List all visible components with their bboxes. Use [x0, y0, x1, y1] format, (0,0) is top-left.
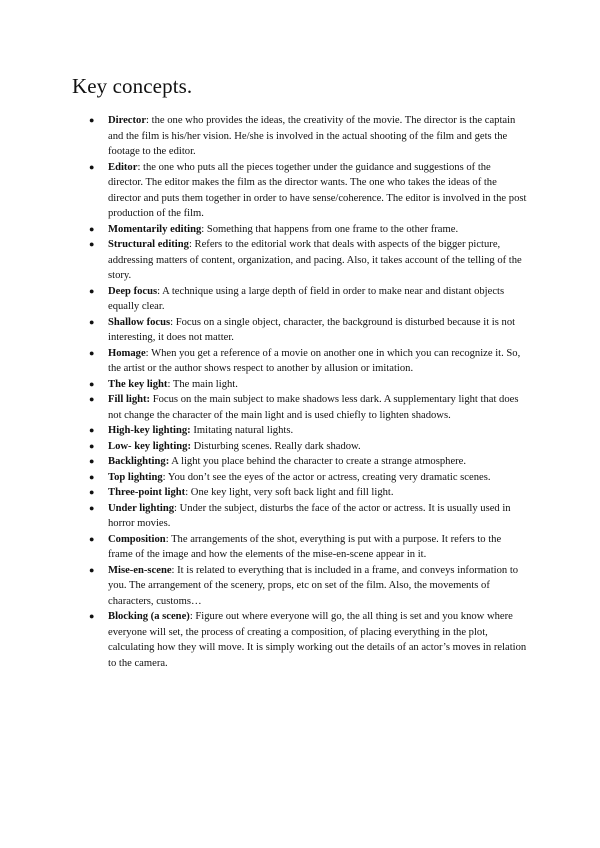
concept-item [89, 113, 528, 160]
concept-item [89, 532, 528, 563]
concept-item [89, 609, 528, 671]
bullet-icon: ● [89, 611, 95, 621]
concept-definition: : When you get a reference of a movie on another one in which you can recognize it. So, the artist or the author shows respect to another by allusion or imitation. [108, 347, 521, 374]
bullet-icon: ● [89, 394, 95, 404]
bullet-icon: ● [89, 285, 95, 296]
concept-item [89, 346, 528, 377]
concept-item [89, 284, 528, 315]
concept-list [89, 113, 528, 671]
concept-definition: : the one who puts all the pieces together under the guidance and suggestions of the director. The editor makes the film as the director wants. The one who takes the ideas of the director and puts them together in order to have sense/coherence. The editor is involved in the post production of the film. [108, 161, 527, 219]
concept-item [89, 470, 528, 486]
concept-term: Momentarily editing [108, 223, 202, 235]
concept-term: Director [108, 115, 147, 126]
concept-definition: : Refers to the editorial work that deals with aspects of the bigger picture, addressing matters of content, organization, and pacing. Also, it takes account of the telling of the story. [108, 239, 522, 281]
concept-definition: : Focus on a single object, character, the background is disturbed because it is not interesting, it does not matter. [108, 316, 516, 343]
concept-term: Low- key lighting: [108, 440, 191, 452]
bullet-icon: ● [89, 316, 95, 327]
concept-definition: Imitating natural lights. [190, 425, 294, 436]
concept-term: Shallow focus [108, 316, 171, 328]
concept-definition: Focus on the main subject to make shadows less dark. A supplementary light that does not change the character of the main light and is used chiefly to lighten shadows. [108, 394, 519, 421]
bullet-icon: ● [89, 487, 95, 497]
concept-definition: : The arrangements of the shot, everything is put with a purpose. It refers to the frame of the image and how the elements of the mise-en-scene appear in it. [108, 533, 502, 560]
concept-definition: Disturbing scenes. Really dark shadow. [191, 440, 361, 452]
concept-item [89, 237, 528, 284]
concept-item [89, 485, 528, 501]
concept-item [89, 439, 528, 455]
concept-item [89, 377, 528, 393]
concept-term: Three-point light [108, 487, 186, 498]
concept-term: Top lighting [108, 471, 163, 483]
concept-term: Homage [108, 347, 146, 359]
concept-item [89, 501, 528, 532]
bullet-icon: ● [89, 378, 95, 389]
bullet-icon: ● [89, 564, 95, 575]
concept-term: Fill light: [108, 394, 151, 405]
bullet-icon: ● [89, 425, 95, 435]
bullet-icon: ● [89, 347, 95, 358]
concept-definition: A light you place behind the character to create a strange atmosphere. [169, 456, 467, 467]
concept-term: Deep focus [108, 285, 158, 297]
concept-definition: : A technique using a large depth of field in order to make near and distant objects equally clear. [108, 285, 505, 312]
concept-item [89, 563, 528, 610]
concept-term: Blocking (a scene) [108, 611, 190, 622]
bullet-icon: ● [89, 471, 95, 482]
concept-term: Under lighting [108, 502, 175, 514]
concept-item [89, 222, 528, 238]
concept-definition: : You don’t see the eyes of the actor or actress, creating very dramatic scenes. [162, 471, 491, 483]
bullet-icon: ● [89, 502, 95, 513]
concept-definition: : Something that happens from one frame to the other frame. [201, 223, 459, 235]
concept-definition: : It is related to everything that is included in a frame, and conveys information to you. The arrangement of the scenery, props, etc on set of the film. Also, the movements of characters, customs… [108, 564, 519, 607]
concept-definition: : One key light, very soft back light and fill light. [185, 487, 394, 498]
bullet-icon: ● [89, 456, 95, 466]
concept-term: Mise-en-scene [108, 564, 172, 576]
concept-term: The key light [108, 378, 168, 390]
page-title: Key concepts. [72, 74, 193, 98]
concept-term: Editor [108, 161, 138, 173]
concept-item [89, 454, 528, 470]
concept-definition: : The main light. [167, 378, 238, 390]
concept-definition: : Under the subject, disturbs the face of the actor or actress. It is usually used in horror movies. [108, 502, 511, 529]
bullet-icon: ● [89, 115, 95, 125]
bullet-icon: ● [89, 239, 95, 249]
concept-term: High-key lighting: [108, 425, 191, 436]
concept-item [89, 160, 528, 222]
concept-definition: : the one who provides the ideas, the creativity of the movie. The director is the captain and the film is his/her vision. He/she is involved in the actual shooting of the film and gets the footage to the editor. [108, 115, 516, 157]
concept-definition: : Figure out where everyone will go, the all thing is set and you know where everyone will set, the process of creating a composition, of placing everything in the plot, calculating how they will move. It is simply working out the details of an actor’s moves in relation to the camera. [108, 611, 527, 669]
bullet-icon: ● [89, 223, 95, 234]
concept-term: Composition [108, 533, 166, 545]
concept-term: Backlighting: [108, 456, 170, 467]
concept-item [89, 315, 528, 346]
concept-item [89, 423, 528, 439]
concept-term: Structural editing [108, 239, 189, 250]
concept-item [89, 392, 528, 423]
bullet-icon: ● [89, 161, 95, 172]
bullet-icon: ● [89, 533, 95, 544]
bullet-icon: ● [89, 440, 95, 451]
